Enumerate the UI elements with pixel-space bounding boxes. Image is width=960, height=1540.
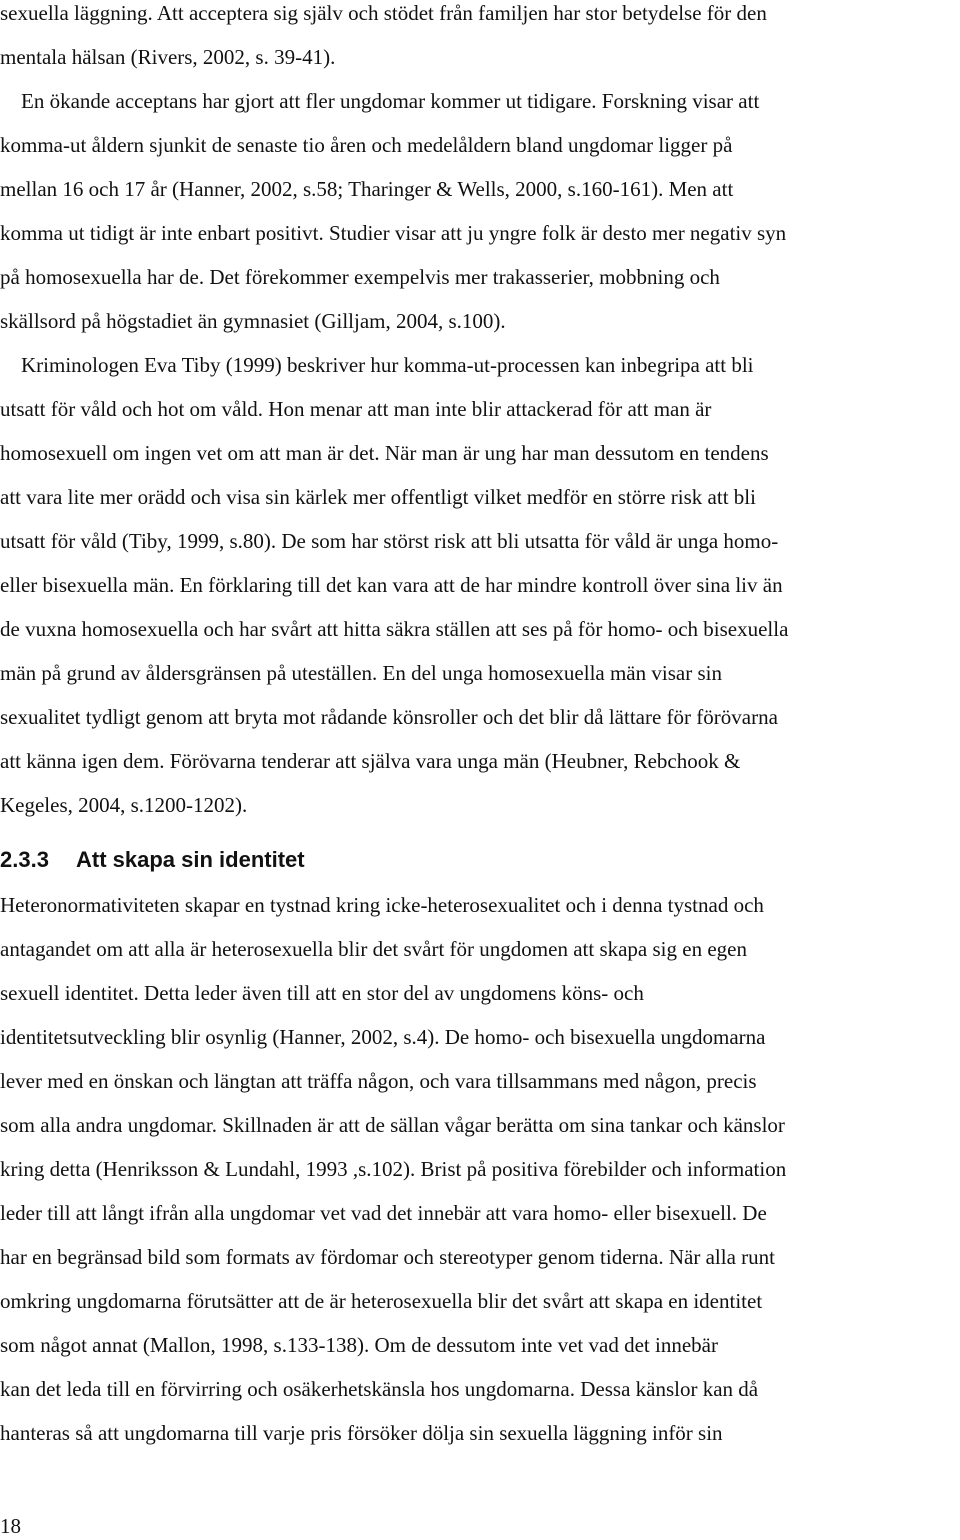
text-line: komma-ut åldern sjunkit de senaste tio åren och medelåldern bland ungdomar ligger på <box>0 133 733 157</box>
paragraph-block-2 <box>0 883 960 1455</box>
text-line: identitetsutveckling blir osynlig (Hanner, 2002, s.4). De homo- och bisexuella ungdomarna <box>0 1025 766 1049</box>
text-line: skällsord på högstadiet än gymnasiet (Gilljam, 2004, s.100). <box>0 309 506 333</box>
text-line: Kegeles, 2004, s.1200-1202). <box>0 793 248 817</box>
text-line: hanteras så att ungdomarna till varje pris försöker dölja sin sexuella läggning inför sin <box>0 1421 723 1445</box>
text-line: kring detta (Henriksson & Lundahl, 1993 ,s.102). Brist på positiva förebilder och information <box>0 1157 787 1181</box>
text-line: sexuella läggning. Att acceptera sig själv och stödet från familjen har stor betydelse för den <box>0 1 767 25</box>
text-line: de vuxna homosexuella och har svårt att hitta säkra ställen att ses på för homo- och bisexuella <box>0 617 789 641</box>
text-line: som något annat (Mallon, 1998, s.133-138). Om de dessutom inte vet vad det innebär <box>0 1333 718 1357</box>
text-line: sexuell identitet. Detta leder även till att en stor del av ungdomens köns- och <box>0 981 644 1005</box>
text-line: leder till att långt ifrån alla ungdomar vet vad det innebär att vara homo- eller bisexuell. De <box>0 1201 767 1225</box>
text-line: män på grund av åldersgränsen på uteställen. En del unga homosexuella män visar sin <box>0 661 722 685</box>
section-title: Att skapa sin identitet <box>76 847 305 872</box>
text-line: omkring ungdomarna förutsätter att de är heterosexuella blir det svårt att skapa en identitet <box>0 1289 763 1313</box>
text-line: Heteronormativiteten skapar en tystnad kring icke-heterosexualitet och i denna tystnad och <box>0 893 764 917</box>
text-line: antagandet om att alla är heterosexuella blir det svårt för ungdomen att skapa sig en egen <box>0 937 747 961</box>
text-line: utsatt för våld (Tiby, 1999, s.80). De som har störst risk att bli utsatta för våld är unga homo- <box>0 529 779 553</box>
text-line: mentala hälsan (Rivers, 2002, s. 39-41). <box>0 45 336 69</box>
text-line: på homosexuella har de. Det förekommer exempelvis mer trakasserier, mobbning och <box>0 265 720 289</box>
text-line: En ökande acceptans har gjort att fler ungdomar kommer ut tidigare. Forskning visar att <box>0 89 760 113</box>
text-line: som alla andra ungdomar. Skillnaden är att de sällan vågar berätta om sina tankar och känslor <box>0 1113 785 1137</box>
text-line: lever med en önskan och längtan att träffa någon, och vara tillsammans med någon, precis <box>0 1069 757 1093</box>
text-line: utsatt för våld och hot om våld. Hon menar att man inte blir attackerad för att man är <box>0 397 712 421</box>
text-line: Kriminologen Eva Tiby (1999) beskriver hur komma-ut-processen kan inbegripa att bli <box>0 353 754 377</box>
page-number: 18 <box>0 1514 21 1538</box>
section-heading <box>0 842 305 878</box>
text-line: eller bisexuella män. En förklaring till det kan vara att de har mindre kontroll över sina liv än <box>0 573 783 597</box>
text-line: att känna igen dem. Förövarna tenderar att själva vara unga män (Heubner, Rebchook & <box>0 749 741 773</box>
section-number: 2.3.3 <box>0 847 49 872</box>
text-line: sexualitet tydligt genom att bryta mot rådande könsroller och det blir då lättare för förövarna <box>0 705 778 729</box>
text-line: homosexuell om ingen vet om att man är det. När man är ung har man dessutom en tendens <box>0 441 769 465</box>
text-line: mellan 16 och 17 år (Hanner, 2002, s.58; Tharinger & Wells, 2000, s.160-161). Men att <box>0 177 734 201</box>
text-line: komma ut tidigt är inte enbart positivt. Studier visar att ju yngre folk är desto mer negativ syn <box>0 221 787 245</box>
text-line: har en begränsad bild som formats av fördomar och stereotyper genom tiderna. När alla runt <box>0 1245 775 1269</box>
text-line: kan det leda till en förvirring och osäkerhetskänsla hos ungdomarna. Dessa känslor kan då <box>0 1377 759 1401</box>
text-line: att vara lite mer orädd och visa sin kärlek mer offentligt vilket medför en större risk att bli <box>0 485 756 509</box>
